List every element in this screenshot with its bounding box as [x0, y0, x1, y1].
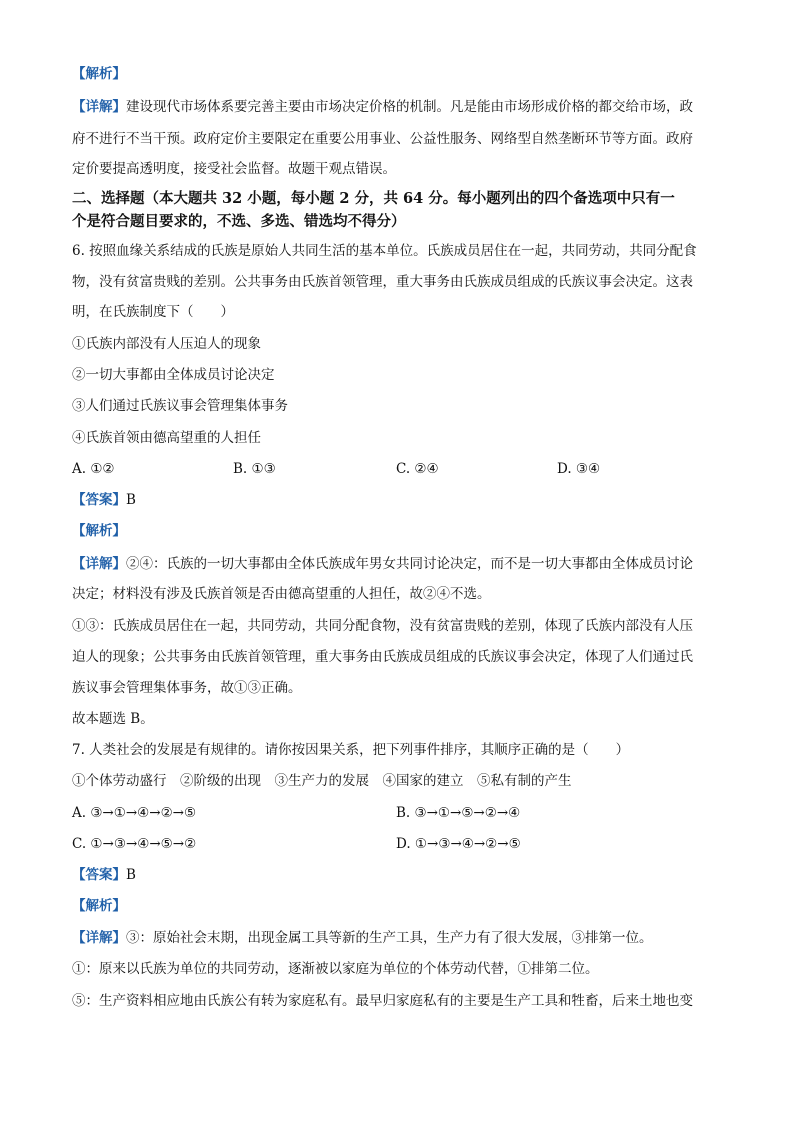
section-heading-line-2: 个是符合题目要求的，不选、多选、错选均不得分） [72, 213, 406, 230]
q7-analysis-label: 【解析】 [72, 898, 126, 914]
q6-option-a: A. ①② [72, 461, 115, 477]
q7-detail-label: 【详解】 [72, 930, 126, 946]
q6-answer-label: 【答案】 [72, 492, 126, 508]
q5-detail-line-2: 府不进行不当干预。政府定价主要限定在重要公用事业、公益性服务、网络型自然垄断环节等方面。政府 [72, 131, 693, 147]
q7-stem: 7. 人类社会的发展是有规律的。请你按因果关系，把下列事件排序，其顺序正确的是（ ） [72, 742, 630, 758]
q7-answer [72, 865, 722, 885]
q6-option-c: C. ②④ [396, 461, 439, 477]
q6-detail-line-4: 迫人的现象；公共事务由氏族首领管理，重大事务由氏族成员组成的氏族议事会决定，体现了人们通过氏 [72, 649, 693, 665]
q7-option-d: D. ①→③→④→②→⑤ [396, 836, 521, 852]
q6-analysis-label: 【解析】 [72, 523, 126, 539]
q7-option-c: C. ①→③→④→⑤→② [72, 836, 197, 852]
q6-option-d: D. ③④ [557, 461, 601, 477]
q7-detail-line-3: ⑤：生产资料相应地由氏族公有转为家庭私有。最早归家庭私有的主要是生产工具和牲畜，后来土地也变 [72, 993, 693, 1009]
q6-statement-1: ①氏族内部没有人压迫人的现象 [72, 336, 261, 352]
q7-detail-text-1: ③：原始社会末期，出现金属工具等新的生产工具，生产力有了很大发展，③排第一位。 [126, 930, 653, 946]
q5-detail-label: 【详解】 [72, 99, 126, 115]
q7-detail-line-1 [72, 928, 722, 948]
q7-answer-value: B [126, 867, 136, 883]
q6-stem-line-3: 明，在氏族制度下（ ） [72, 304, 234, 320]
q6-detail-line-3: ①③：氏族成员居住在一起，共同劳动，共同分配食物，没有贫富贵贱的差别，体现了氏族内部没有人压 [72, 618, 693, 634]
q6-conclusion: 故本题选 B。 [72, 711, 154, 727]
section-heading-line-1: 二、选择题（本大题共 32 小题，每小题 2 分，共 64 分。每小题列出的四个备选项中只有一 [72, 190, 675, 207]
q7-answer-label: 【答案】 [72, 867, 126, 883]
q6-statement-4: ④氏族首领由德高望重的人担任 [72, 430, 261, 446]
q5-detail-line-1 [72, 97, 722, 117]
q5-detail-line-3: 定价要提高透明度，接受社会监督。故题干观点错误。 [72, 161, 396, 177]
q6-statement-3: ③人们通过氏族议事会管理集体事务 [72, 398, 288, 414]
q6-detail-label: 【详解】 [72, 556, 126, 572]
q6-detail-line-2: 决定；材料没有涉及氏族首领是否由德高望重的人担任，故②④不选。 [72, 586, 491, 602]
q6-option-b: B. ①③ [233, 461, 276, 477]
q6-stem-line-1: 6. 按照血缘关系结成的氏族是原始人共同生活的基本单位。氏族成员居住在一起，共同劳动，共同分配食 [72, 243, 697, 259]
q7-option-a: A. ③→①→④→②→⑤ [72, 805, 197, 821]
q6-detail-line-1 [72, 554, 722, 574]
q7-detail-line-2: ①：原来以氏族为单位的共同劳动，逐渐被以家庭为单位的个体劳动代替，①排第二位。 [72, 961, 599, 977]
q7-option-b: B. ③→①→⑤→②→④ [396, 805, 521, 821]
q6-statement-2: ②一切大事都由全体成员讨论决定 [72, 367, 275, 383]
q6-answer-value: B [126, 492, 136, 508]
q5-analysis-label: 【解析】 [72, 66, 126, 82]
q5-detail-text-1: 建设现代市场体系要完善主要由市场决定价格的机制。凡是能由市场形成价格的都交给市场，政 [126, 99, 693, 115]
q6-detail-text-1: ②④：氏族的一切大事都由全体氏族成年男女共同讨论决定，而不是一切大事都由全体成员讨论 [126, 556, 693, 572]
q7-items: ①个体劳动盛行 ②阶级的出现 ③生产力的发展 ④国家的建立 ⑤私有制的产生 [72, 773, 572, 789]
q6-answer [72, 490, 722, 510]
q6-detail-line-5: 族议事会管理集体事务，故①③正确。 [72, 680, 302, 696]
q6-stem-line-2: 物，没有贫富贵贱的差别。公共事务由氏族首领管理，重大事务由氏族成员组成的氏族议事会决定。这表 [72, 274, 693, 290]
